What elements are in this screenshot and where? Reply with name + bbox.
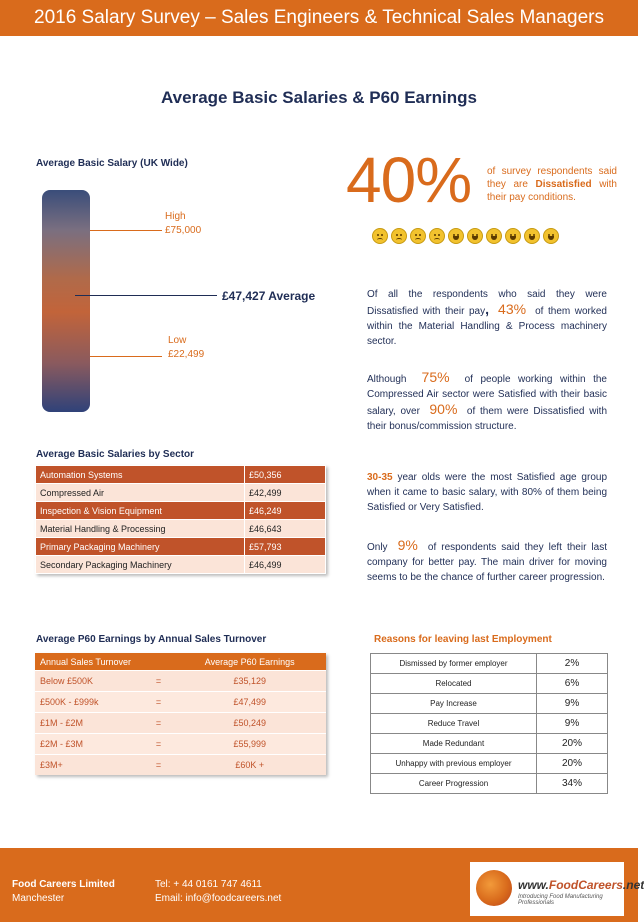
low-label: Low £22,499: [168, 335, 205, 360]
happy-face-icon: [505, 228, 521, 244]
happy-face-icon: [467, 228, 483, 244]
logo-tagline: Introducing Food Manufacturing Professionals: [518, 894, 603, 906]
reason-percent: 6%: [537, 674, 608, 694]
reason-label: Relocated: [371, 674, 537, 694]
salary-range-bar: [42, 190, 90, 412]
table-row: [35, 755, 326, 776]
reason-percent: 9%: [537, 714, 608, 734]
equals-sign: =: [143, 713, 173, 734]
sector-name: Automation Systems: [36, 466, 245, 484]
low-marker-line: [90, 356, 162, 357]
reason-percent: 34%: [537, 774, 608, 794]
sector-value: £57,793: [245, 538, 326, 556]
reason-percent: 20%: [537, 754, 608, 774]
dissatisfied-text-b: with their pay conditions.: [487, 179, 617, 203]
p60-value: £47,499: [173, 692, 326, 713]
turnover-band: £2M - £3M: [35, 734, 143, 755]
happy-face-icon: [524, 228, 540, 244]
turnover-band: £500K - £999k: [35, 692, 143, 713]
table-row: [36, 502, 326, 520]
happy-face-icon: [543, 228, 559, 244]
p60-value: £60K +: [173, 755, 326, 776]
average-marker-line: [75, 295, 217, 296]
table-row: [371, 694, 608, 714]
sector-value: £42,499: [245, 484, 326, 502]
sector-table: [35, 465, 326, 574]
sad-face-icon: [372, 228, 388, 244]
table-row: [35, 713, 326, 734]
table-row: [371, 654, 608, 674]
foodcareers-logo[interactable]: [470, 862, 644, 916]
sector-value: £46,499: [245, 556, 326, 574]
logo-mark-icon: [476, 870, 512, 906]
happy-face-icon: [448, 228, 464, 244]
p60-col-turnover: Annual Sales Turnover: [35, 653, 173, 671]
dissatisfied-text-a: of survey respondents said they are: [487, 166, 617, 190]
reason-label: Reduce Travel: [371, 714, 537, 734]
footer-contact: Tel: + 44 0161 747 4611 Email: info@foodcareers.net: [155, 879, 282, 904]
basic-salary-heading: Average Basic Salary (UK Wide): [36, 158, 188, 169]
reason-label: Career Progression: [371, 774, 537, 794]
table-row: [371, 714, 608, 734]
table-row: [36, 538, 326, 556]
turnover-band: £3M+: [35, 755, 143, 776]
p60-value: £35,129: [173, 671, 326, 692]
paragraph-age-group: 30-35 year olds were the most Satisfied age group when it came to basic salary, with 80% of them being Satisfied or Very Satisfied.: [367, 472, 608, 513]
average-salary: £47,427 Average: [222, 289, 316, 303]
high-marker-line: [90, 230, 162, 231]
turnover-band: £1M - £2M: [35, 713, 143, 734]
sector-name: Compressed Air: [36, 484, 245, 502]
paragraph-career-progression: Only 9% of respondents said they left their last company for better pay. The main driver for moving seems to be the chance of further career progression.: [367, 537, 607, 583]
happy-face-icon: [486, 228, 502, 244]
satisfaction-faces: [372, 228, 559, 244]
table-row: [371, 774, 608, 794]
reason-percent: 2%: [537, 654, 608, 674]
table-row: [35, 692, 326, 713]
turnover-band: Below £500K: [35, 671, 143, 692]
table-row: [36, 466, 326, 484]
table-row: [35, 734, 326, 755]
equals-sign: =: [143, 671, 173, 692]
table-row: [36, 520, 326, 538]
table-row: [36, 556, 326, 574]
reasons-table: [370, 653, 608, 794]
paragraph-dissatisfied-sector: Of all the respondents who said they were Dissatisfied with their pay, 43% of them worked within the Material Handling & Process machinery sector.: [367, 289, 607, 347]
table-row: [35, 671, 326, 692]
sector-name: Inspection & Vision Equipment: [36, 502, 245, 520]
equals-sign: =: [143, 692, 173, 713]
reason-percent: 9%: [537, 694, 608, 714]
dissatisfied-word: Dissatisfied: [535, 179, 592, 190]
equals-sign: =: [143, 755, 173, 776]
p60-value: £50,249: [173, 713, 326, 734]
sector-value: £46,249: [245, 502, 326, 520]
footer-company: Food Careers Limited Manchester: [12, 879, 115, 904]
sad-face-icon: [410, 228, 426, 244]
sector-value: £46,643: [245, 520, 326, 538]
sad-face-icon: [391, 228, 407, 244]
banner-title: 2016 Salary Survey – Sales Engineers & Technical Sales Managers: [0, 0, 638, 36]
reason-label: Dismissed by former employer: [371, 654, 537, 674]
table-row: [371, 734, 608, 754]
p60-heading: Average P60 Earnings by Annual Sales Turnover: [36, 634, 267, 645]
table-row: [36, 484, 326, 502]
sector-name: Material Handling & Processing: [36, 520, 245, 538]
reason-label: Unhappy with previous employer: [371, 754, 537, 774]
reason-label: Pay Increase: [371, 694, 537, 714]
logo-text: www.FoodCareers.net: [518, 878, 644, 892]
equals-sign: =: [143, 734, 173, 755]
reason-percent: 20%: [537, 734, 608, 754]
p60-col-earnings: Average P60 Earnings: [173, 653, 326, 671]
dissatisfied-text: [487, 165, 617, 204]
p60-table: [35, 653, 326, 775]
sector-heading: Average Basic Salaries by Sector: [36, 449, 195, 460]
table-row: [371, 754, 608, 774]
table-row: [371, 674, 608, 694]
sector-value: £50,356: [245, 466, 326, 484]
high-label: High £75,000: [165, 211, 202, 236]
dissatisfied-percent: 40%: [346, 144, 472, 216]
sector-name: Secondary Packaging Machinery: [36, 556, 245, 574]
sector-name: Primary Packaging Machinery: [36, 538, 245, 556]
page-title: Average Basic Salaries & P60 Earnings: [161, 88, 477, 107]
sad-face-icon: [429, 228, 445, 244]
paragraph-compressed-air: Although 75% of people working within the Compressed Air sector were Satisfied with their basic salary, over 90% of them were Dissatisfied with their bonus/commission structure.: [367, 369, 608, 432]
p60-value: £55,999: [173, 734, 326, 755]
reason-label: Made Redundant: [371, 734, 537, 754]
footer: [0, 848, 644, 922]
reasons-heading: Reasons for leaving last Employment: [374, 634, 552, 645]
